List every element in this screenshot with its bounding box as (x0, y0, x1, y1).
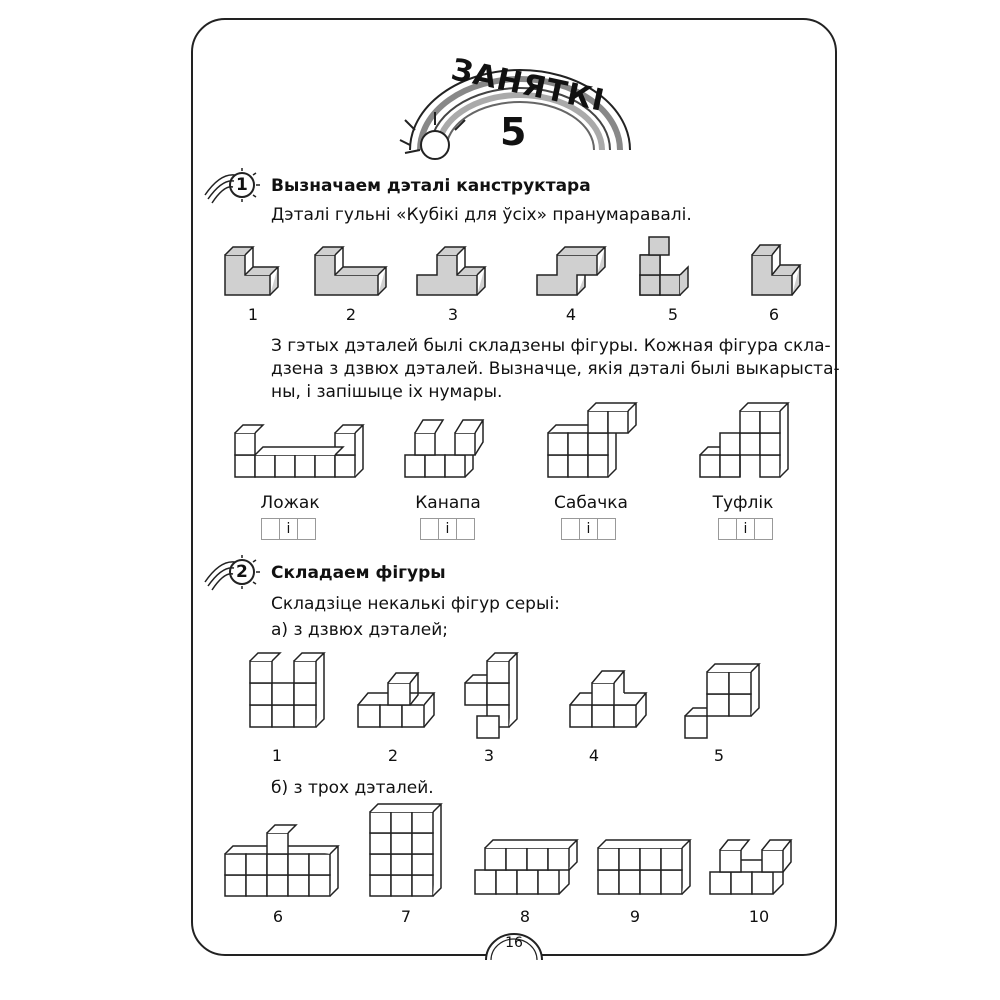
figure-b-8 (475, 840, 577, 894)
combined-figures (230, 400, 810, 490)
figure-a-1 (250, 653, 324, 727)
figure-a-label-1: 1 (271, 746, 283, 765)
figure-kanapa (405, 420, 483, 477)
section1-task-line-1: З гэтых дэталей былі складзены фігуры. Кожная фігура скла- (271, 336, 831, 356)
figure-a-4 (570, 671, 646, 727)
answer-box-kanapa[interactable]: і (420, 518, 475, 540)
figure-sabachka (548, 403, 636, 477)
figure-label-tuflik: Туфлік (712, 493, 774, 513)
figure-a-3 (465, 653, 517, 738)
figure-lozhak (235, 425, 363, 477)
piece-1 (225, 247, 278, 295)
figure-a-label-2: 2 (387, 746, 399, 765)
piece-2 (315, 247, 386, 295)
piece-label-2: 2 (345, 305, 357, 324)
section2-part-a: а) з дзвюх дэталей; (271, 620, 448, 640)
section1-title: Вызначаем дэталі канструктара (271, 176, 591, 196)
figure-b-9 (598, 840, 690, 894)
sun-badge-icon (200, 165, 260, 205)
piece-4 (537, 247, 605, 295)
figure-b-label-8: 8 (519, 907, 531, 926)
figure-b-label-7: 7 (400, 907, 412, 926)
figure-tuflik (700, 403, 788, 477)
sun-badge-icon (200, 552, 260, 592)
figure-a-5 (685, 664, 759, 738)
answer-box-lozhak[interactable]: і (261, 518, 316, 540)
section1-task-line-2: дзена з дзвюх дэталей. Вызначце, якія дэталі былі выкарыста- (271, 359, 840, 379)
figure-b-label-9: 9 (629, 907, 641, 926)
figure-b-label-10: 10 (748, 907, 770, 926)
section2-title: Складаем фігуры (271, 563, 446, 583)
figures-row-a (240, 650, 800, 745)
figure-label-kanapa: Канапа (415, 493, 481, 513)
figure-b-7 (370, 804, 441, 896)
figure-label-sabachka: Сабачка (554, 493, 628, 513)
section2-intro: Складзіце некалькі фігур серыі: (271, 594, 560, 614)
figures-row-b (220, 800, 810, 905)
page-number: 16 (505, 935, 523, 951)
piece-label-1: 1 (247, 305, 259, 324)
figure-b-label-6: 6 (272, 907, 284, 926)
answer-box-sabachka[interactable]: і (561, 518, 616, 540)
lesson-number: 5 (500, 110, 527, 154)
section2-part-b: б) з трох дэталей. (271, 778, 434, 798)
piece-label-4: 4 (565, 305, 577, 324)
piece-label-3: 3 (447, 305, 459, 324)
section1-task-line-3: ны, і запішыце іх нумары. (271, 382, 503, 402)
piece-6 (752, 245, 800, 295)
pieces-row (215, 235, 815, 305)
figure-a-label-4: 4 (588, 746, 600, 765)
piece-3 (417, 247, 485, 295)
answer-box-tuflik[interactable]: і (718, 518, 773, 540)
figure-b-6 (225, 825, 338, 896)
lesson-title: ЗАНЯТКІ (448, 52, 608, 119)
piece-label-6: 6 (768, 305, 780, 324)
piece-5 (640, 237, 688, 295)
figure-a-label-3: 3 (483, 746, 495, 765)
figure-a-label-5: 5 (713, 746, 725, 765)
piece-label-5: 5 (667, 305, 679, 324)
section2-number: 2 (236, 562, 248, 582)
figure-a-2 (358, 673, 434, 727)
figure-b-10 (710, 840, 791, 894)
figure-label-lozhak: Ложак (260, 493, 320, 513)
section1-intro: Дэталі гульні «Кубікі для ўсіх» пранумаравалі. (271, 205, 692, 225)
section1-number: 1 (236, 175, 248, 195)
